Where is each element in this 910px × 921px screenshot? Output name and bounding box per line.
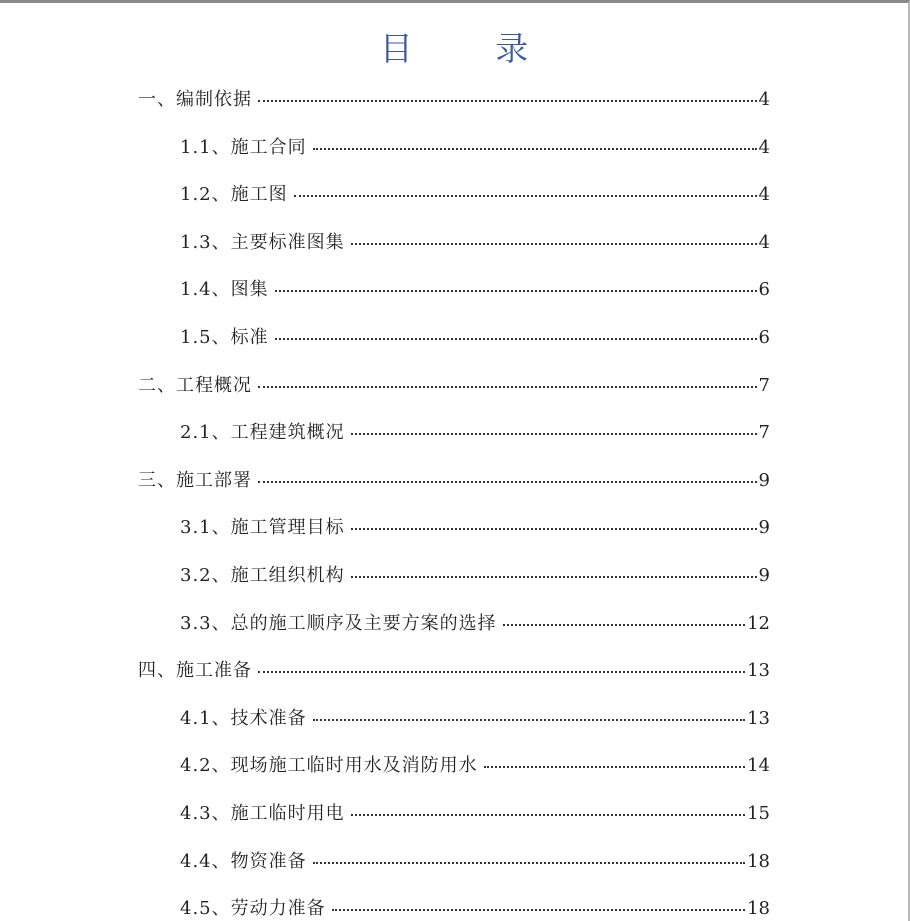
- toc-page-number: 9: [758, 469, 770, 491]
- toc-page-number: 13: [747, 707, 770, 729]
- toc-entry[interactable]: [0, 695, 910, 743]
- toc-entry-text: 4.4、物资准备: [180, 850, 307, 872]
- toc-entry-text: 1.1、施工合同: [180, 136, 307, 158]
- toc-page-number: 18: [747, 850, 770, 872]
- toc-entry-text: 三、施工部署: [138, 469, 252, 491]
- toc-entry-text: 3.1、施工管理目标: [180, 517, 345, 539]
- toc-entry[interactable]: [0, 790, 910, 838]
- toc-entry[interactable]: [0, 457, 910, 505]
- toc-entry-text: 一、编制依据: [138, 89, 252, 110]
- toc-entry[interactable]: [0, 171, 910, 219]
- dot-leader: [258, 386, 757, 388]
- toc-entry-text: 4.3、施工临时用电: [180, 802, 345, 824]
- toc-page-number: 4: [758, 89, 770, 110]
- toc-entry[interactable]: [0, 266, 910, 314]
- toc-page-number: 7: [758, 422, 770, 444]
- toc-entry-text: 1.3、主要标准图集: [180, 231, 345, 253]
- toc-entry[interactable]: [0, 362, 910, 410]
- dot-leader: [258, 481, 757, 483]
- dot-leader: [351, 528, 757, 530]
- dot-leader: [258, 100, 757, 102]
- page-title: 目 录: [379, 29, 565, 68]
- toc-entry-text: 3.2、施工组织机构: [180, 564, 345, 586]
- toc-entry-text: 3.3、总的施工顺序及主要方案的选择: [180, 612, 497, 634]
- toc-entry-text: 四、施工准备: [138, 660, 252, 682]
- dot-leader: [351, 814, 745, 816]
- toc-page-number: 4: [758, 136, 770, 158]
- toc-page-number: 15: [747, 802, 770, 824]
- table-of-contents: [0, 76, 910, 921]
- toc-entry-text: 1.4、图集: [180, 279, 269, 301]
- toc-page-number: 6: [758, 279, 770, 301]
- toc-entry-text: 2.1、工程建筑概况: [180, 422, 345, 444]
- toc-page-number: 14: [747, 755, 770, 777]
- dot-leader: [258, 671, 745, 673]
- dot-leader: [294, 195, 757, 197]
- toc-entry[interactable]: [0, 552, 910, 600]
- toc-page-number: 6: [758, 326, 770, 348]
- toc-entry-text: 二、工程概况: [138, 374, 252, 396]
- toc-page-number: 7: [758, 374, 770, 396]
- dot-leader: [313, 148, 757, 150]
- toc-entry[interactable]: [0, 885, 910, 921]
- dot-leader: [332, 909, 745, 911]
- toc-entry-text: 4.2、现场施工临时用水及消防用水: [180, 755, 478, 777]
- toc-entry[interactable]: [0, 76, 910, 124]
- dot-leader: [275, 290, 757, 292]
- dot-leader: [351, 576, 757, 578]
- dot-leader: [313, 719, 745, 721]
- toc-entry-text: 4.1、技术准备: [180, 707, 307, 729]
- toc-page-number: 18: [747, 898, 770, 920]
- toc-entry[interactable]: [0, 647, 910, 695]
- toc-entry[interactable]: [0, 314, 910, 362]
- dot-leader: [313, 862, 745, 864]
- dot-leader: [503, 624, 745, 626]
- toc-page-number: 4: [758, 184, 770, 206]
- toc-entry-text: 1.5、标准: [180, 326, 269, 348]
- toc-page-number: 12: [747, 612, 770, 634]
- dot-leader: [351, 243, 757, 245]
- toc-entry[interactable]: [0, 219, 910, 267]
- toc-page-number: 4: [758, 231, 770, 253]
- toc-entry-text: 1.2、施工图: [180, 184, 288, 206]
- toc-entry[interactable]: [0, 742, 910, 790]
- toc-page-number: 9: [758, 517, 770, 539]
- dot-leader: [275, 338, 757, 340]
- dot-leader: [484, 766, 745, 768]
- toc-entry[interactable]: [0, 504, 910, 552]
- toc-entry[interactable]: [0, 838, 910, 886]
- toc-entry[interactable]: [0, 124, 910, 172]
- toc-entry-text: 4.5、劳动力准备: [180, 898, 326, 920]
- toc-page-number: 9: [758, 564, 770, 586]
- toc-entry[interactable]: [0, 600, 910, 648]
- toc-page-number: 13: [747, 660, 770, 682]
- toc-entry[interactable]: [0, 409, 910, 457]
- dot-leader: [351, 433, 757, 435]
